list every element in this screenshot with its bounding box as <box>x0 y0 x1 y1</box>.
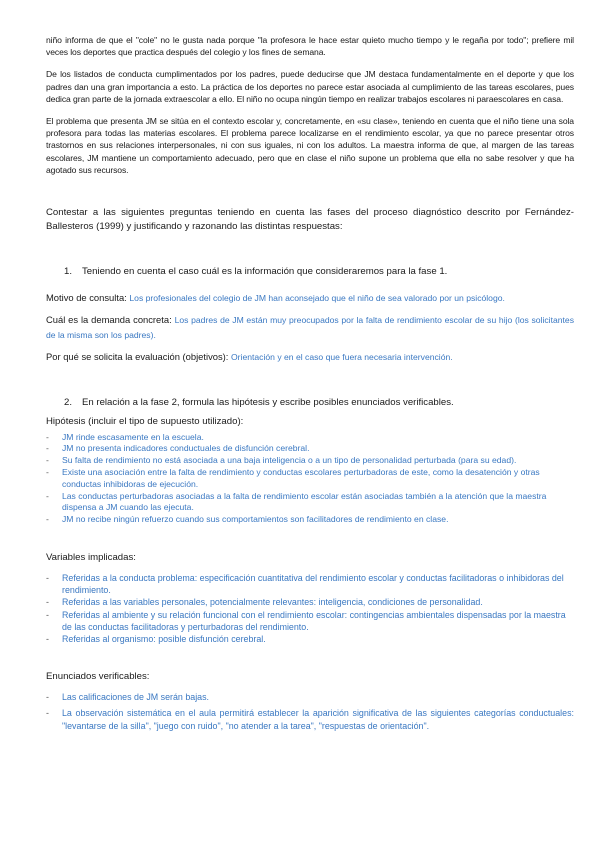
variables-heading: Variables implicadas: <box>46 552 136 564</box>
hipotesis-item: - JM no presenta indicadores conductuales de disfunción cerebral. <box>46 443 574 455</box>
enunciados-heading: Enunciados verificables: <box>46 671 150 683</box>
hipotesis-item: - JM no recibe ningún refuerzo cuando sus comportamientos son facilitadores de rendimiento en clase. <box>46 514 574 526</box>
motivo-answer: Los profesionales del colegio de JM han aconsejado que el niño de sea valorado por un psicólogo. <box>129 293 505 304</box>
paragraph-3: El problema que presenta JM se sitúa en el contexto escolar y, concretamente, en «su clase», teniendo en cuenta que el niño tiene una sola profesora para todas las materias escolares. El problema parece localizarse en el rendimiento escolar, ya que no parece presentar otros trastornos en sus relaciones interpersonales, ni con sus iguales, ni con los adultos. La maestra informa de que, al margen de las tareas escolares, JM mantiene un comportamiento adecuado, pero que en clase el niño supone un problema que ella no sabe resolver y que ha agotado sus recursos. <box>46 116 574 175</box>
enunciados-item: - Las calificaciones de JM serán bajas. <box>46 691 574 703</box>
objetivos <box>46 350 574 364</box>
question-2-number: 2. <box>64 396 73 408</box>
enunciados-item: - La observación sistemática en el aula permitirá establecer la aparición significativa de las siguientes categorías conductuales: "levantarse de la silla", "juego con ruido", "no atender a la tarea", "respuestas de orientación". <box>46 707 574 731</box>
hipotesis-heading: Hipótesis (incluir el tipo de supuesto utilizado): <box>46 415 244 427</box>
question-1-number: 1. <box>64 266 73 278</box>
hipotesis-item: - Las conductas perturbadoras asociadas a la falta de rendimiento escolar están asociadas también a la atención que la maestra dispensa a JM cuando las ejecuta. <box>46 491 574 515</box>
hipotesis-item: - Su falta de rendimiento no está asociada a una baja inteligencia o a un tipo de personalidad perturbada (para su edad). <box>46 455 574 467</box>
question-1-text: Teniendo en cuenta el caso cuál es la información que consideraremos para la fase 1. <box>82 266 448 278</box>
question-2 <box>64 397 574 408</box>
variables-list <box>46 572 574 645</box>
variables-item: - Referidas a las variables personales, potencialmente relevantes: inteligencia, condiciones de personalidad. <box>46 596 574 608</box>
demanda-answer: Los padres de JM están muy preocupados por la falta de rendimiento escolar de su hijo (los solicitantes de la misma son los padres). <box>46 315 574 340</box>
question-1 <box>64 266 574 277</box>
document-page <box>46 34 574 732</box>
hipotesis-item: - JM rinde escasamente en la escuela. <box>46 432 574 444</box>
demanda-label: Cuál es la demanda concreta: <box>46 314 172 326</box>
objetivos-answer: Orientación y en el caso que fuera necesaria intervención. <box>231 352 453 363</box>
variables-item: - Referidas al organismo: posible disfunción cerebral. <box>46 633 574 645</box>
demanda-concreta <box>46 313 574 342</box>
motivo-label: Motivo de consulta: <box>46 292 127 304</box>
hipotesis-list <box>46 432 574 526</box>
motivo-consulta <box>46 291 574 305</box>
variables-item: - Referidas a la conducta problema: especificación cuantitativa del rendimiento escolar y conductas facilitadoras o inhibidoras del rendimiento. <box>46 572 574 596</box>
objetivos-label: Por qué se solicita la evaluación (objetivos): <box>46 351 229 363</box>
paragraph-1: niño informa de que el "cole" no le gusta nada porque "la profesora le hace estar quieto mucho tiempo y le regaña por todo"; prefiere mil veces los deportes que practica después del colegio y los fines de semana. <box>46 35 574 58</box>
instructions: Contestar a las siguientes preguntas teniendo en cuenta las fases del proceso diagnóstico descrito por Fernández-Ballesteros (1999) y justificando y razonando las distintas respuestas: <box>46 207 574 233</box>
paragraph-2: De los listados de conducta cumplimentados por los padres, puede deducirse que JM destaca fundamentalmente en el deporte y que los padres dan una gran importancia a esto. La práctica de los deportes no parece estar asociada al cumplimiento de las tareas escolares, pues dedica gran parte de la jornada extraescolar a ello. El niño no ocupa ningún tiempo en realizar trabajos escolares ni paraescolares en casa. <box>46 69 574 104</box>
enunciados-list <box>46 691 574 732</box>
hipotesis-item: - Existe una asociación entre la falta de rendimiento y conductas escolares perturbadoras de este, como la desatención y otras conductas inhibidoras de ejecución. <box>46 467 574 491</box>
variables-item: - Referidas al ambiente y su relación funcional con el rendimiento escolar: contingencias ambientales dispensadas por la maestra de las conductas facilitadoras y perturbadoras del rendimiento. <box>46 609 574 633</box>
question-2-text: En relación a la fase 2, formula las hipótesis y escribe posibles enunciados verificables. <box>82 396 454 408</box>
